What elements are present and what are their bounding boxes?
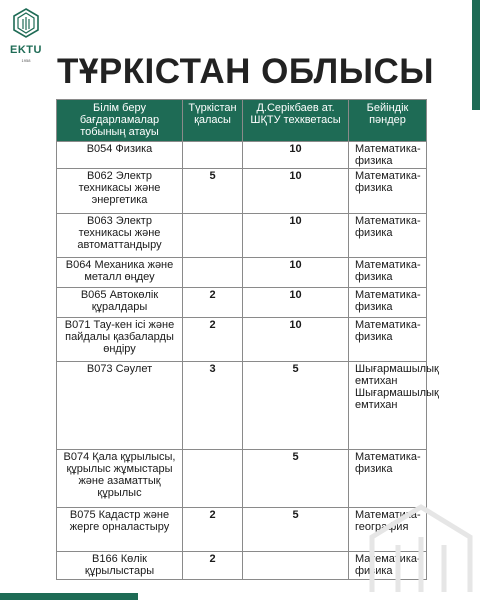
program-name: В062 Электр техникасы және энергетика (57, 169, 183, 214)
program-name: В073 Сәулет (57, 362, 183, 450)
ektu-quota: 5 (243, 450, 349, 508)
profile-subjects: Математика-география (349, 508, 427, 552)
program-name: В071 Тау-кен ісі және пайдалы қазбаларды өндіру (57, 318, 183, 362)
city-quota: 2 (183, 318, 243, 362)
city-quota: 2 (183, 508, 243, 552)
building-watermark-icon (362, 497, 480, 592)
profile-subjects: Математика-физика (349, 552, 427, 580)
table-row (57, 142, 427, 169)
program-name: В065 Автокөлік құралдары (57, 288, 183, 318)
logo-year: 1958 (21, 58, 31, 63)
table-row (57, 169, 427, 214)
logo-wordmark: EKTU (10, 44, 42, 56)
city-quota: 3 (183, 362, 243, 450)
ektu-emblem-icon (13, 8, 39, 38)
ektu-quota: 10 (243, 288, 349, 318)
profile-subjects: Математика-физика (349, 450, 427, 508)
table-header-row (57, 100, 427, 142)
profile-subjects: Математика-физика (349, 318, 427, 362)
program-name: В063 Электр техникасы және автоматтандыру (57, 214, 183, 258)
bottom-accent-bar (0, 593, 138, 600)
city-quota (183, 214, 243, 258)
table-row (57, 214, 427, 258)
header-program-group: Білім беру бағдарламалар тобының атауы (57, 100, 183, 142)
profile-subjects: Математика-физика (349, 214, 427, 258)
program-name: В074 Қала құрылысы, құрылыс жұмыстары және азаматтық құрылыс (57, 450, 183, 508)
program-name: В064 Механика және металл өңдеу (57, 258, 183, 288)
profile-subjects: Математика-физика (349, 258, 427, 288)
table-row (57, 318, 427, 362)
right-accent-bar (472, 0, 480, 110)
table-row (57, 288, 427, 318)
city-quota: 5 (183, 169, 243, 214)
profile-subjects: Математика-физика (349, 169, 427, 214)
profile-subjects: Математика-физика (349, 142, 427, 169)
program-name: В166 Көлік құрылыстары (57, 552, 183, 580)
profile-subjects: Математика-физика (349, 288, 427, 318)
city-quota (183, 258, 243, 288)
ektu-quota (243, 552, 349, 580)
ektu-quota: 10 (243, 318, 349, 362)
ektu-logo (5, 8, 45, 64)
profile-subjects: Шығармашылық емтихан Шығармашылық емтихан (349, 362, 427, 450)
page-title: ТҰРКІСТАН ОБЛЫСЫ (57, 52, 435, 91)
header-profile-subjects: Бейіндік пәндер (349, 100, 427, 142)
city-quota (183, 142, 243, 169)
city-quota: 2 (183, 552, 243, 580)
table-row (57, 362, 427, 450)
table-row (57, 258, 427, 288)
ektu-quota: 10 (243, 142, 349, 169)
ektu-quota: 10 (243, 214, 349, 258)
ektu-quota: 10 (243, 258, 349, 288)
ektu-quota: 5 (243, 508, 349, 552)
header-ektu-college: Д.Серікбаев ат. ШҚТУ техкветасы (243, 100, 349, 142)
program-name: В075 Кадастр және жерге орналастыру (57, 508, 183, 552)
ektu-quota: 5 (243, 362, 349, 450)
program-name: В054 Физика (57, 142, 183, 169)
ektu-quota: 10 (243, 169, 349, 214)
city-quota: 2 (183, 288, 243, 318)
header-turkistan-city: Түркістан қаласы (183, 100, 243, 142)
city-quota (183, 450, 243, 508)
